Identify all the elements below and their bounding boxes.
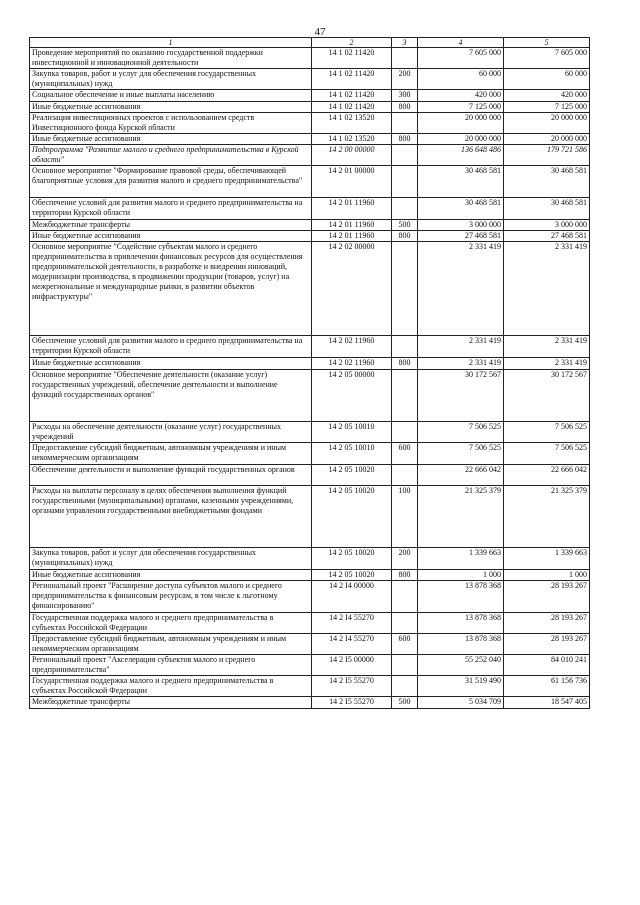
row-amount-2-cell: 7 506 525 [504, 422, 590, 443]
column-header-amount-2: 5 [504, 38, 590, 48]
row-amount-2-cell: 28 193 267 [504, 613, 590, 634]
row-amount-1-cell: 21 325 379 [418, 486, 504, 548]
row-expense-type-cell [392, 370, 418, 422]
row-name-cell: Иные бюджетные ассигнования [30, 358, 312, 370]
row-amount-1-cell: 3 000 000 [418, 220, 504, 231]
row-code-cell: 14 2 05 10020 [312, 465, 392, 486]
row-amount-1-cell: 13 878 368 [418, 634, 504, 655]
row-name-cell: Закупка товаров, работ и услуг для обеспечения государственных (муниципальных) нужд [30, 69, 312, 90]
row-amount-1-cell: 7 605 000 [418, 48, 504, 69]
row-expense-type-cell [392, 655, 418, 676]
row-name-cell: Реализация инвестиционных проектов с использованием средств Инвестиционного фонда Курской области [30, 113, 312, 134]
row-expense-type-cell [392, 422, 418, 443]
row-amount-1-cell: 1 000 [418, 570, 504, 581]
table-row [30, 231, 590, 242]
row-expense-type-cell: 500 [392, 697, 418, 709]
row-code-cell: 14 2 01 11960 [312, 231, 392, 242]
row-name-cell: Государственная поддержка малого и среднего предпринимательства в субъектах Российской Федерации [30, 676, 312, 697]
row-expense-type-cell [392, 676, 418, 697]
row-amount-2-cell: 84 010 241 [504, 655, 590, 676]
table-row [30, 198, 590, 220]
row-name-cell: Закупка товаров, работ и услуг для обеспечения государственных (муниципальных) нужд [30, 548, 312, 570]
table-row [30, 443, 590, 465]
row-expense-type-cell: 600 [392, 443, 418, 465]
row-code-cell: 14 2 02 11960 [312, 336, 392, 358]
row-code-cell: 14 2 05 10010 [312, 422, 392, 443]
table-row [30, 102, 590, 113]
row-amount-1-cell: 136 648 486 [418, 145, 504, 166]
row-name-cell: Межбюджетные трансферты [30, 220, 312, 231]
row-amount-1-cell: 7 506 525 [418, 422, 504, 443]
row-amount-2-cell: 7 506 525 [504, 443, 590, 465]
table-row [30, 242, 590, 336]
row-code-cell: 14 2 05 10010 [312, 443, 392, 465]
row-name-cell: Иные бюджетные ассигнования [30, 231, 312, 242]
row-amount-1-cell: 55 252 040 [418, 655, 504, 676]
row-code-cell: 14 2 I5 55270 [312, 697, 392, 709]
row-amount-2-cell: 420 000 [504, 90, 590, 102]
row-amount-2-cell: 179 721 586 [504, 145, 590, 166]
row-amount-2-cell: 21 325 379 [504, 486, 590, 548]
row-code-cell: 14 2 05 10020 [312, 570, 392, 581]
row-name-cell: Иные бюджетные ассигнования [30, 570, 312, 581]
row-amount-2-cell: 28 193 267 [504, 634, 590, 655]
table-row [30, 166, 590, 198]
row-expense-type-cell: 200 [392, 69, 418, 90]
row-amount-1-cell: 5 034 709 [418, 697, 504, 709]
row-amount-1-cell: 7 506 525 [418, 443, 504, 465]
row-amount-2-cell: 22 666 042 [504, 465, 590, 486]
row-code-cell: 14 1 02 11420 [312, 102, 392, 113]
row-code-cell: 14 2 05 00000 [312, 370, 392, 422]
row-amount-1-cell: 20 000 000 [418, 134, 504, 145]
row-code-cell: 14 2 00 00000 [312, 145, 392, 166]
table-row [30, 370, 590, 422]
row-name-cell: Иные бюджетные ассигнования [30, 102, 312, 113]
row-name-cell: Предоставление субсидий бюджетным, автономным учреждениям и иным некоммерческим организациям [30, 634, 312, 655]
row-amount-2-cell: 20 000 000 [504, 113, 590, 134]
row-code-cell: 14 2 I4 55270 [312, 613, 392, 634]
row-name-cell: Предоставление субсидий бюджетным, автономным учреждениям и иным некоммерческим организациям [30, 443, 312, 465]
row-expense-type-cell: 100 [392, 486, 418, 548]
row-amount-2-cell: 61 156 736 [504, 676, 590, 697]
table-row [30, 48, 590, 69]
column-header-name: 1 [30, 38, 312, 48]
table-row [30, 634, 590, 655]
row-expense-type-cell: 500 [392, 220, 418, 231]
row-expense-type-cell [392, 145, 418, 166]
row-expense-type-cell [392, 198, 418, 220]
row-amount-1-cell: 1 339 663 [418, 548, 504, 570]
table-row [30, 548, 590, 570]
row-name-cell: Обеспечение условий для развития малого и среднего предпринимательства на территории Курской области [30, 336, 312, 358]
table-row [30, 90, 590, 102]
row-name-cell: Подпрограмма "Развитие малого и среднего предпринимательства в Курской области" [30, 145, 312, 166]
row-amount-2-cell: 30 468 581 [504, 166, 590, 198]
row-code-cell: 14 2 01 11960 [312, 220, 392, 231]
row-code-cell: 14 2 I5 00000 [312, 655, 392, 676]
table-row [30, 422, 590, 443]
row-amount-1-cell: 2 331 419 [418, 336, 504, 358]
row-code-cell: 14 2 05 10020 [312, 548, 392, 570]
row-amount-1-cell: 7 125 000 [418, 102, 504, 113]
row-expense-type-cell [392, 242, 418, 336]
row-amount-2-cell: 18 547 405 [504, 697, 590, 709]
row-code-cell: 14 2 02 11960 [312, 358, 392, 370]
table-row [30, 697, 590, 709]
table-row [30, 676, 590, 697]
row-expense-type-cell [392, 166, 418, 198]
table-row [30, 336, 590, 358]
row-amount-2-cell: 30 172 567 [504, 370, 590, 422]
table-row [30, 465, 590, 486]
row-name-cell: Межбюджетные трансферты [30, 697, 312, 709]
row-amount-1-cell: 20 000 000 [418, 113, 504, 134]
budget-table [29, 37, 590, 709]
table-body [30, 48, 590, 709]
row-expense-type-cell [392, 613, 418, 634]
row-name-cell: Социальное обеспечение и иные выплаты населению [30, 90, 312, 102]
table-row [30, 655, 590, 676]
row-code-cell: 14 1 02 11420 [312, 69, 392, 90]
page-number: 47 [314, 26, 326, 38]
row-code-cell: 14 2 01 11960 [312, 198, 392, 220]
row-amount-2-cell: 2 331 419 [504, 358, 590, 370]
row-name-cell: Проведение мероприятий по оказанию государственной поддержки инвестиционной и инновационной деятельности [30, 48, 312, 69]
row-name-cell: Расходы на обеспечение деятельности (оказание услуг) государственных учреждений [30, 422, 312, 443]
row-name-cell: Обеспечение условий для развития малого и среднего предпринимательства на территории Курской области [30, 198, 312, 220]
row-expense-type-cell [392, 336, 418, 358]
column-header-amount-1: 4 [418, 38, 504, 48]
row-expense-type-cell: 300 [392, 90, 418, 102]
row-amount-1-cell: 420 000 [418, 90, 504, 102]
row-name-cell: Региональный проект "Расширение доступа субъектов малого и среднего предпринимательства к финансовым ресурсам, в том числе к льготному финансированию" [30, 581, 312, 613]
row-amount-1-cell: 30 468 581 [418, 198, 504, 220]
row-amount-2-cell: 3 000 000 [504, 220, 590, 231]
row-amount-1-cell: 22 666 042 [418, 465, 504, 486]
row-code-cell: 14 1 02 13520 [312, 113, 392, 134]
row-expense-type-cell: 200 [392, 548, 418, 570]
row-code-cell: 14 2 I4 00000 [312, 581, 392, 613]
row-expense-type-cell [392, 581, 418, 613]
row-expense-type-cell: 800 [392, 134, 418, 145]
row-name-cell: Основное мероприятие "Содействие субъектам малого и среднего предпринимательства в привлечении финансовых ресурсов для осуществления предпринимательской деятельности, в разработке и внедрении инноваций, модернизации производства, в продвижении продукции (товаров, услуг) на межрегиональные и международные рынки, в развитии объектов инфраструктуры" [30, 242, 312, 336]
column-header-expense-type: 3 [392, 38, 418, 48]
row-expense-type-cell [392, 48, 418, 69]
row-name-cell: Основное мероприятие "Формирование правовой среды, обеспечивающей благоприятные условия для развития малого и среднего предпринимательства" [30, 166, 312, 198]
row-amount-2-cell: 2 331 419 [504, 242, 590, 336]
row-expense-type-cell: 800 [392, 570, 418, 581]
table-row [30, 570, 590, 581]
table-row [30, 145, 590, 166]
row-code-cell: 14 2 I4 55270 [312, 634, 392, 655]
row-expense-type-cell: 800 [392, 102, 418, 113]
table-row [30, 134, 590, 145]
row-amount-2-cell: 60 000 [504, 69, 590, 90]
row-name-cell: Расходы на выплаты персоналу в целях обеспечения выполнения функций государственными (муниципальными) органами, казенными учреждениями, органами управления государственными внебюджетными фондами [30, 486, 312, 548]
row-amount-1-cell: 13 878 368 [418, 581, 504, 613]
row-amount-2-cell: 2 331 419 [504, 336, 590, 358]
row-amount-2-cell: 1 000 [504, 570, 590, 581]
table-row [30, 613, 590, 634]
row-code-cell: 14 1 02 11420 [312, 48, 392, 69]
row-amount-1-cell: 2 331 419 [418, 242, 504, 336]
row-expense-type-cell: 800 [392, 231, 418, 242]
row-amount-2-cell: 27 468 581 [504, 231, 590, 242]
table-row [30, 486, 590, 548]
row-code-cell: 14 2 05 10020 [312, 486, 392, 548]
row-code-cell: 14 2 01 00000 [312, 166, 392, 198]
row-code-cell: 14 1 02 13520 [312, 134, 392, 145]
row-code-cell: 14 1 02 11420 [312, 90, 392, 102]
row-amount-2-cell: 1 339 663 [504, 548, 590, 570]
row-amount-2-cell: 28 193 267 [504, 581, 590, 613]
row-amount-1-cell: 60 000 [418, 69, 504, 90]
table-row [30, 220, 590, 231]
row-name-cell: Основное мероприятие "Обеспечение деятельности (оказание услуг) государственных учреждений, обеспечение деятельности и выполнение функций государственных органов" [30, 370, 312, 422]
row-amount-2-cell: 7 605 000 [504, 48, 590, 69]
table-row [30, 581, 590, 613]
row-amount-1-cell: 31 519 490 [418, 676, 504, 697]
column-header-code: 2 [312, 38, 392, 48]
row-name-cell: Государственная поддержка малого и среднего предпринимательства в субъектах Российской Федерации [30, 613, 312, 634]
table-header-row [30, 38, 590, 48]
row-amount-1-cell: 30 468 581 [418, 166, 504, 198]
row-amount-2-cell: 20 000 000 [504, 134, 590, 145]
row-amount-1-cell: 13 878 368 [418, 613, 504, 634]
row-expense-type-cell [392, 113, 418, 134]
row-code-cell: 14 2 I5 55270 [312, 676, 392, 697]
row-amount-2-cell: 7 125 000 [504, 102, 590, 113]
row-expense-type-cell: 600 [392, 634, 418, 655]
row-code-cell: 14 2 02 00000 [312, 242, 392, 336]
table-row [30, 113, 590, 134]
row-expense-type-cell: 800 [392, 358, 418, 370]
row-name-cell: Иные бюджетные ассигнования [30, 134, 312, 145]
row-name-cell: Обеспечение деятельности и выполнение функций государственных органов [30, 465, 312, 486]
table-row [30, 358, 590, 370]
row-name-cell: Региональный проект "Акселерация субъектов малого и среднего предпринимательства" [30, 655, 312, 676]
row-amount-1-cell: 27 468 581 [418, 231, 504, 242]
row-amount-1-cell: 30 172 567 [418, 370, 504, 422]
row-expense-type-cell [392, 465, 418, 486]
table-row [30, 69, 590, 90]
row-amount-2-cell: 30 468 581 [504, 198, 590, 220]
row-amount-1-cell: 2 331 419 [418, 358, 504, 370]
